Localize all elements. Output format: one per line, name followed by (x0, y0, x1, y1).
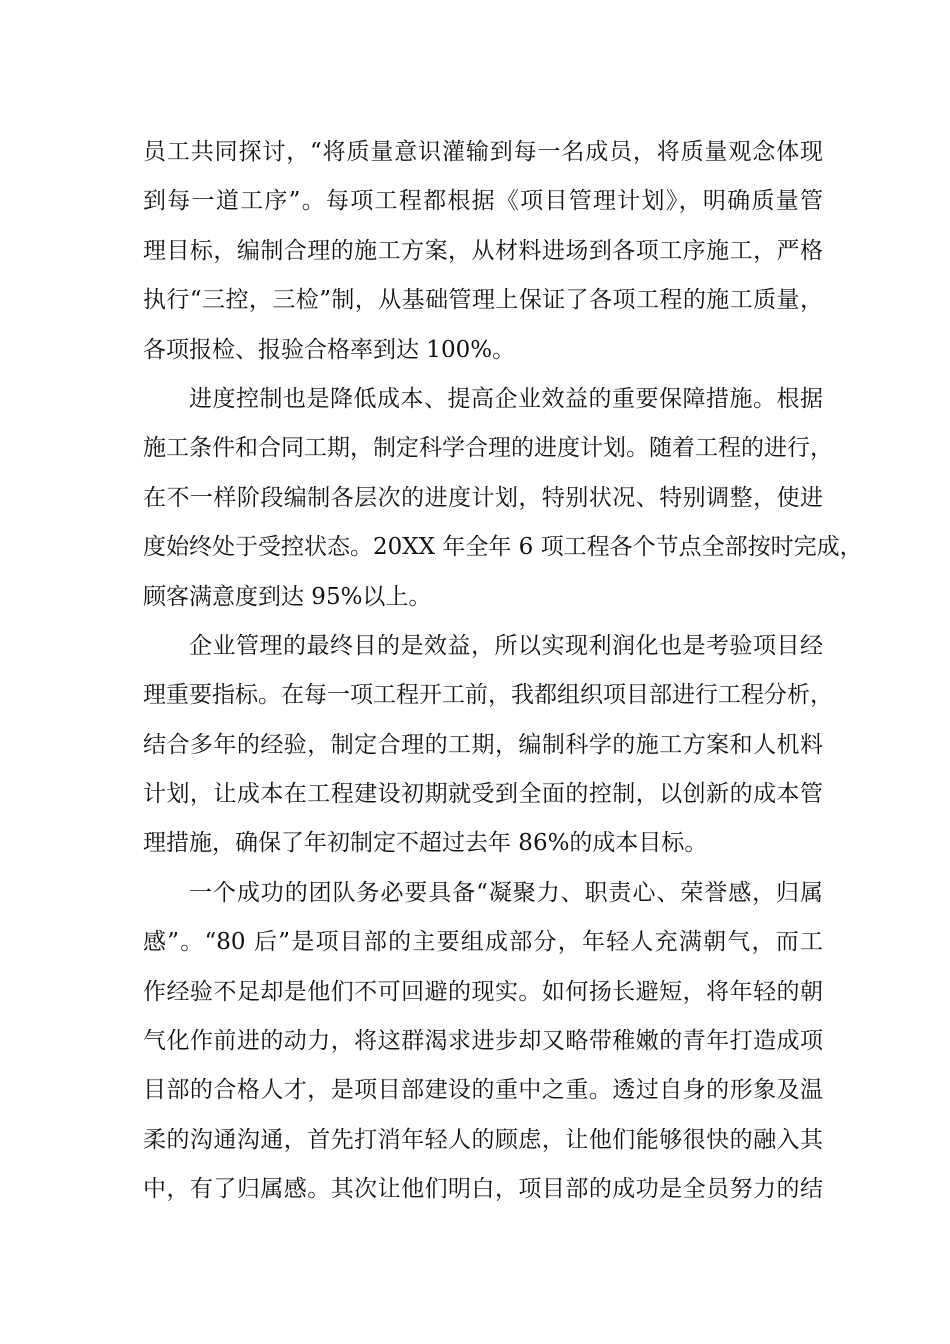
text-line: 柔的沟通沟通，首先打消年轻人的顾虑，让他们能够很快的融入其 (143, 1126, 823, 1153)
text-line: 顾客满意度到达 95%以上。 (143, 583, 432, 610)
text-line: 度始终处于受控状态。20XX 年全年 6 项工程各个节点全部按时完成， (143, 534, 863, 561)
text-line: 作经验不足却是他们不可回避的现实。如何扬长避短，将年轻的朝 (143, 978, 823, 1005)
text-line: 理目标，编制合理的施工方案，从材料进场到各项工序施工，严格 (143, 237, 823, 264)
text-line: 在不一样阶段编制各层次的进度计划，特别状况、特别调整，使进 (143, 484, 823, 511)
paragraph-first-line: 一个成功的团队务必要具备“凝聚力、职责心、荣誉感，归属 (189, 879, 823, 906)
text-line: 目部的合格人才，是项目部建设的重中之重。透过自身的形象及温 (143, 1077, 823, 1104)
text-line: 理重要指标。在每一项工程开工前，我都组织项目部进行工程分析， (143, 682, 833, 709)
text-line: 计划，让成本在工程建设初期就受到全面的控制，以创新的成本管 (143, 781, 823, 808)
text-line: 中，有了归属感。其次让他们明白，项目部的成功是全员努力的结 (143, 1176, 823, 1203)
body-text (143, 128, 863, 1215)
text-line: 结合多年的经验，制定合理的工期，编制科学的施工方案和人机料 (143, 731, 823, 758)
text-line: 施工条件和合同工期，制定科学合理的进度计划。随着工程的进行， (143, 435, 833, 462)
text-line: 执行“三控，三检”制，从基础管理上保证了各项工程的施工质量， (143, 287, 823, 314)
text-line: 理措施，确保了年初制定不超过去年 86%的成本目标。 (143, 830, 708, 857)
text-line: 气化作前进的动力，将这群渴求进步却又略带稚嫩的青年打造成项 (143, 1028, 823, 1055)
paragraph-first-line: 进度控制也是降低成本、提高企业效益的重要保障措施。根据 (189, 385, 823, 412)
text-line: 各项报检、报验合格率到达 100%。 (143, 336, 516, 363)
text-line: 到每一道工序”。每项工程都根据《项目管理计划》，明确质量管 (143, 188, 823, 215)
text-line: 感”。“80 后”是项目部的主要组成部分，年轻人充满朝气，而工 (143, 929, 823, 956)
text-line: 员工共同探讨，“将质量意识灌输到每一名成员，将质量观念体现 (143, 139, 823, 165)
paragraph-first-line: 企业管理的最终目的是效益，所以实现利润化也是考验项目经 (189, 632, 823, 659)
